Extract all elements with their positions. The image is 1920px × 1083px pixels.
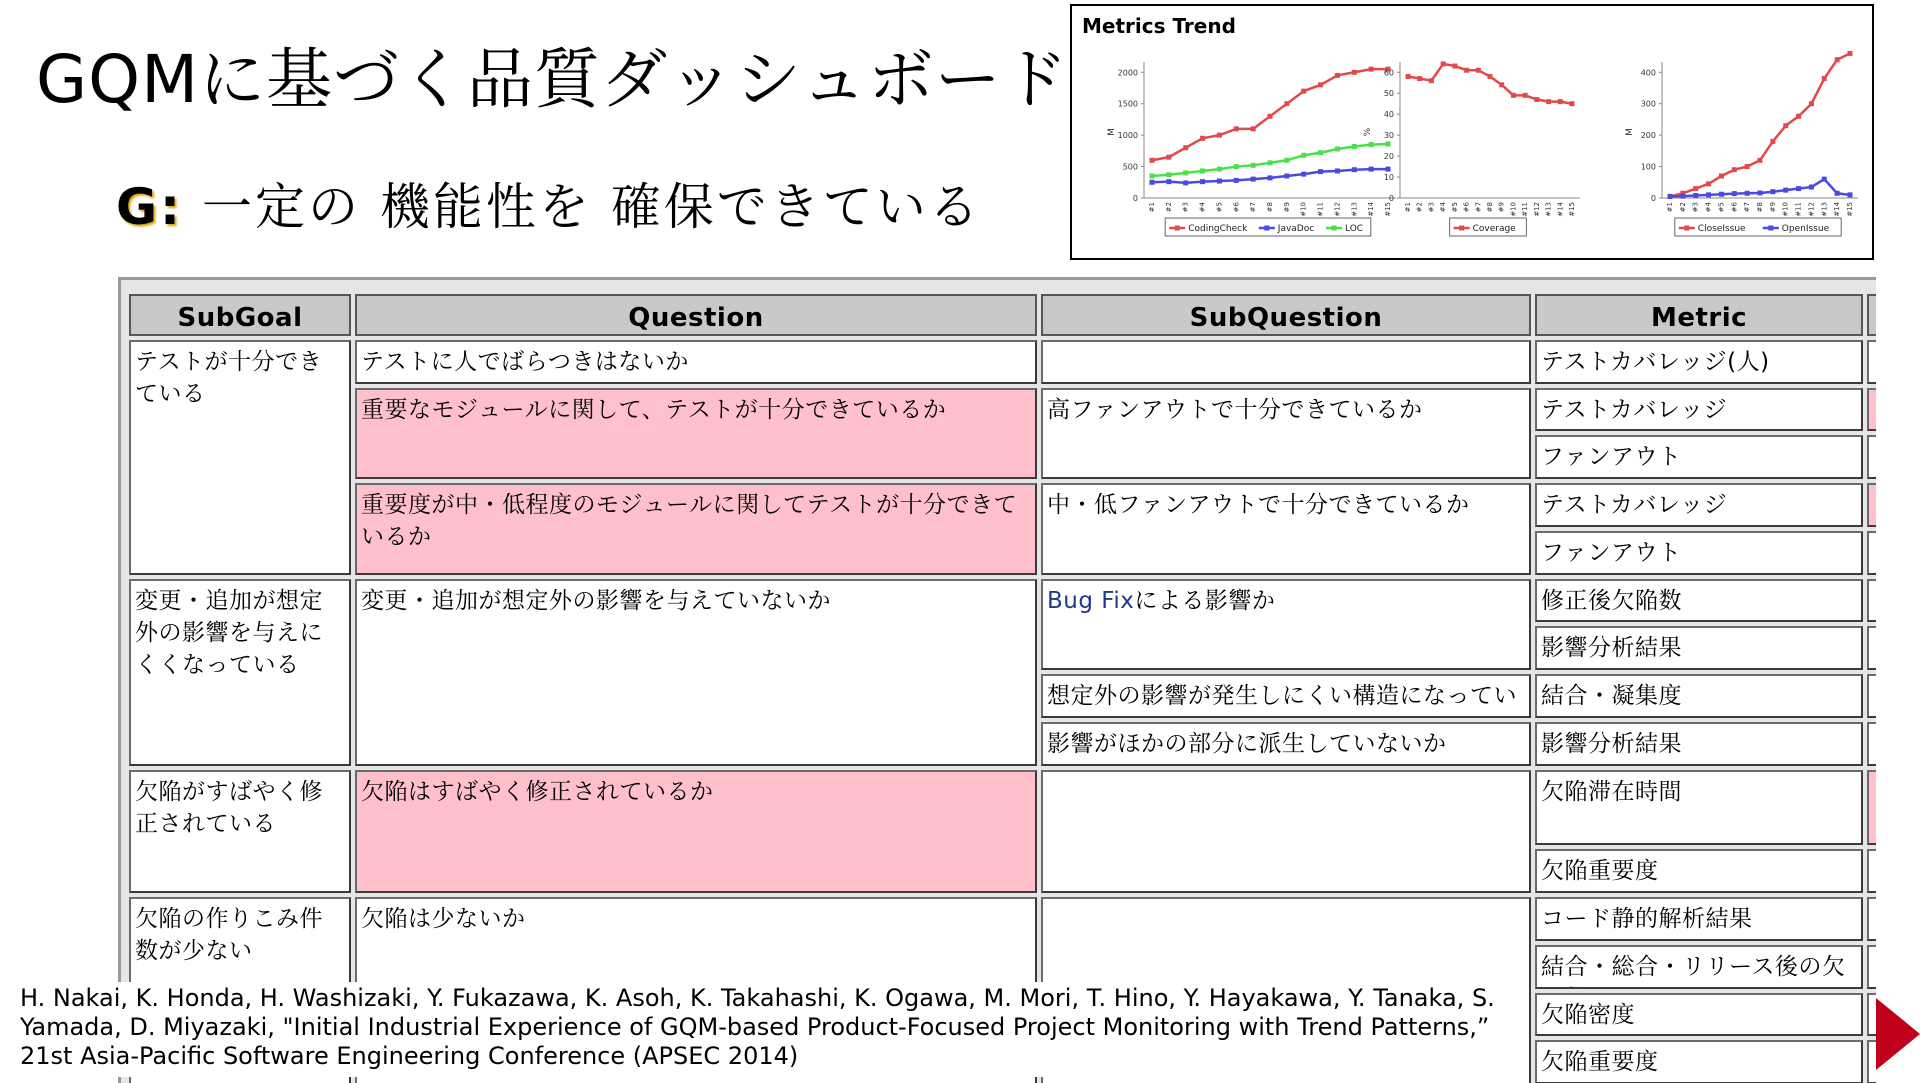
data-point-CodingCheck — [1284, 101, 1289, 106]
y-tick-label: 1000 — [1117, 131, 1138, 141]
series-line-Coverage — [1408, 64, 1572, 104]
data-point-OpenIssue — [1783, 188, 1788, 193]
metric-cell: 欠陥重要度 — [1535, 849, 1863, 893]
legend-marker — [1768, 226, 1773, 231]
x-tick-label: #5 — [1717, 202, 1726, 213]
header-extra — [1867, 294, 1876, 336]
legend-marker — [1684, 226, 1689, 231]
data-point-JavaDoc — [1386, 167, 1391, 172]
data-point-Coverage — [1511, 93, 1516, 98]
data-point-CodingCheck — [1335, 73, 1340, 78]
data-point-OpenIssue — [1706, 192, 1711, 197]
x-tick-label: #11 — [1521, 202, 1530, 217]
y-axis-label: M — [1625, 128, 1635, 136]
data-point-JavaDoc — [1200, 179, 1205, 184]
data-point-JavaDoc — [1369, 167, 1374, 172]
data-point-CodingCheck — [1217, 133, 1222, 138]
x-tick-label: #9 — [1497, 202, 1506, 213]
y-tick-label: 500 — [1122, 162, 1138, 172]
data-point-CloseIssue — [1758, 158, 1763, 163]
y-tick-label: 300 — [1640, 99, 1656, 109]
metric-cell: 修正後欠陥数 — [1535, 579, 1863, 622]
goal-prefix: G: — [116, 178, 184, 236]
extra-cell — [1867, 674, 1876, 718]
gqm-table — [118, 277, 1876, 1083]
x-tick-label: #7 — [1249, 202, 1258, 213]
extra-cell — [1867, 483, 1876, 527]
metrics-trend-charts — [1072, 6, 1872, 258]
data-point-LOC — [1217, 167, 1222, 172]
data-point-JavaDoc — [1234, 178, 1239, 183]
x-tick-label: #2 — [1164, 202, 1173, 213]
x-tick-label: #6 — [1730, 202, 1739, 213]
data-point-JavaDoc — [1183, 180, 1188, 185]
data-point-CloseIssue — [1796, 114, 1801, 119]
data-point-LOC — [1183, 170, 1188, 175]
y-tick-label: 0 — [1650, 194, 1656, 203]
data-point-OpenIssue — [1719, 192, 1724, 197]
data-point-OpenIssue — [1770, 189, 1775, 194]
x-tick-label: #11 — [1316, 201, 1325, 217]
subquestion-cell: 影響がほかの部分に派生していないか — [1041, 722, 1531, 766]
subquestion-cell: 高ファンアウトで十分できているか — [1041, 388, 1531, 479]
x-tick-label: #5 — [1450, 202, 1459, 213]
data-point-CodingCheck — [1234, 126, 1239, 131]
extra-cell — [1867, 435, 1876, 479]
legend-label: CloseIssue — [1697, 224, 1746, 234]
data-point-Coverage — [1476, 68, 1481, 73]
x-tick-label: #10 — [1299, 202, 1308, 217]
data-point-Coverage — [1464, 68, 1469, 73]
data-point-Coverage — [1441, 61, 1446, 66]
y-tick-label: 0 — [1388, 194, 1394, 203]
metric-cell: 欠陥滞在時間 — [1535, 770, 1863, 845]
subgoal-cell: 変更・追加が想定外の影響を与えにくくなっている — [129, 579, 351, 766]
question-cell: 重要なモジュールに関して、テストが十分できているか — [355, 388, 1037, 479]
x-tick-label: #8 — [1266, 202, 1274, 213]
y-tick-label: 2000 — [1117, 68, 1138, 78]
header-subquestion: SubQuestion — [1041, 294, 1531, 336]
data-point-OpenIssue — [1732, 191, 1737, 196]
data-point-OpenIssue — [1680, 194, 1685, 199]
y-tick-label: 1500 — [1117, 99, 1138, 109]
data-point-JavaDoc — [1251, 177, 1256, 182]
data-point-CloseIssue — [1783, 123, 1788, 128]
x-tick-label: #15 — [1846, 202, 1854, 217]
goal-heading — [116, 172, 982, 242]
data-point-OpenIssue — [1822, 177, 1827, 182]
extra-cell — [1867, 531, 1876, 575]
data-point-CloseIssue — [1693, 186, 1698, 191]
legend-label: JavaDoc — [1277, 224, 1315, 234]
x-tick-label: #15 — [1568, 202, 1576, 217]
legend-label: LOC — [1345, 224, 1364, 234]
subgoal-cell: 欠陥がすばやく修正されている — [129, 770, 351, 893]
y-tick-label: 50 — [1383, 89, 1394, 99]
data-point-Coverage — [1499, 82, 1504, 87]
data-point-CodingCheck — [1352, 70, 1357, 75]
extra-cell — [1867, 340, 1876, 384]
citation: H. Nakai, K. Honda, H. Washizaki, Y. Fukazawa, K. Asoh, K. Takahashi, K. Ogawa, M. Mori, T. Hino, Y. Hayakawa, Y. Tanaka, S. Yamada, D. Miyazaki, "Initial Industrial Experience of GQM-based Product-Focused Project Monitoring with Trend Patterns,” 21st Asia-Pacific Software Engineering Conference (APSEC 2014) — [18, 982, 1526, 1077]
y-tick-label: 200 — [1640, 131, 1656, 141]
data-point-OpenIssue — [1668, 194, 1673, 199]
data-point-CloseIssue — [1719, 174, 1724, 179]
header-metric: Metric — [1535, 294, 1863, 336]
x-tick-label: #13 — [1544, 202, 1553, 217]
x-tick-label: #14 — [1833, 202, 1842, 217]
data-point-OpenIssue — [1758, 190, 1763, 195]
y-axis-label: % — [1363, 127, 1373, 137]
question-cell: テストに人でばらつきはないか — [355, 340, 1037, 384]
data-point-LOC — [1352, 144, 1357, 149]
metric-cell: テストカバレッジ — [1535, 388, 1863, 431]
metric-cell: 欠陥重要度 — [1535, 1040, 1863, 1083]
metric-cell: ファンアウト — [1535, 531, 1863, 575]
x-tick-label: #12 — [1807, 202, 1816, 217]
y-tick-label: 400 — [1640, 68, 1656, 78]
subgoal-cell: 欠陥の作りこみ件数が少ない — [129, 897, 351, 1083]
question-cell: 変更・追加が想定外の影響を与えていないか — [355, 579, 1037, 766]
x-tick-label: #8 — [1486, 202, 1494, 213]
extra-cell — [1867, 993, 1876, 1036]
legend-label: CodingCheck — [1188, 224, 1248, 234]
x-tick-label: #10 — [1509, 202, 1518, 217]
x-tick-label: #7 — [1474, 202, 1483, 213]
data-point-OpenIssue — [1848, 192, 1853, 197]
metric-cell: テストカバレッジ(人) — [1535, 340, 1863, 384]
data-point-JavaDoc — [1268, 175, 1273, 180]
legend-marker — [1264, 226, 1269, 231]
data-point-CloseIssue — [1770, 139, 1775, 144]
extra-cell — [1867, 388, 1876, 431]
x-tick-label: #4 — [1198, 202, 1207, 213]
x-tick-label: #2 — [1415, 202, 1424, 213]
x-tick-label: #3 — [1691, 202, 1700, 213]
header-subgoal: SubGoal — [129, 294, 351, 336]
extra-cell — [1867, 897, 1876, 941]
data-point-JavaDoc — [1166, 179, 1171, 184]
data-point-LOC — [1335, 146, 1340, 151]
data-point-LOC — [1301, 153, 1306, 158]
data-point-JavaDoc — [1352, 167, 1357, 172]
subgoal-cell: テストが十分できている — [129, 340, 351, 575]
x-tick-label: #5 — [1215, 202, 1224, 213]
metrics-trend-title: Metrics Trend — [1082, 14, 1236, 38]
x-tick-label: #12 — [1333, 202, 1342, 217]
x-tick-label: #3 — [1181, 202, 1190, 213]
data-point-CodingCheck — [1183, 145, 1188, 150]
x-tick-label: #13 — [1820, 202, 1829, 217]
metric-cell: 結合・総合・リリース後の欠 — [1535, 945, 1863, 989]
data-point-CloseIssue — [1822, 76, 1827, 81]
x-tick-label: #13 — [1350, 202, 1359, 217]
x-tick-label: #1 — [1148, 202, 1156, 213]
data-point-CloseIssue — [1745, 164, 1750, 169]
legend-marker — [1332, 226, 1337, 231]
x-tick-label: #4 — [1704, 202, 1713, 213]
data-point-LOC — [1268, 160, 1273, 165]
y-tick-label: 0 — [1132, 194, 1138, 203]
slide-title: GQMに基づく品質ダッシュボード — [36, 41, 1069, 118]
data-point-JavaDoc — [1217, 179, 1222, 184]
data-point-OpenIssue — [1809, 185, 1814, 190]
data-point-Coverage — [1406, 74, 1411, 79]
subquestion-cell — [1041, 340, 1531, 384]
next-slide-arrow-icon[interactable] — [1876, 998, 1920, 1070]
extra-cell — [1867, 849, 1876, 893]
x-tick-label: #7 — [1743, 202, 1752, 213]
extra-cell — [1867, 626, 1876, 670]
data-point-CodingCheck — [1251, 126, 1256, 131]
data-point-CloseIssue — [1732, 167, 1737, 172]
data-point-Coverage — [1558, 99, 1563, 104]
data-point-OpenIssue — [1835, 191, 1840, 196]
subquestion-cell: 想定外の影響が発生しにくい構造になってい — [1041, 674, 1531, 718]
data-point-LOC — [1318, 150, 1323, 155]
y-tick-label: 40 — [1383, 110, 1394, 120]
legend-label: Coverage — [1472, 224, 1516, 234]
x-tick-label: #6 — [1462, 202, 1471, 213]
data-point-JavaDoc — [1335, 168, 1340, 173]
data-point-JavaDoc — [1318, 169, 1323, 174]
data-point-JavaDoc — [1284, 174, 1289, 179]
data-point-LOC — [1150, 174, 1155, 179]
y-axis-label: M — [1107, 128, 1117, 136]
data-point-CodingCheck — [1369, 67, 1374, 72]
question-cell: 欠陥はすばやく修正されているか — [355, 770, 1037, 893]
x-tick-label: #3 — [1427, 202, 1436, 213]
data-point-CodingCheck — [1166, 155, 1171, 160]
series-line-CloseIssue — [1670, 53, 1850, 196]
data-point-CodingCheck — [1268, 114, 1273, 119]
data-point-CloseIssue — [1706, 181, 1711, 186]
extra-cell — [1867, 579, 1876, 622]
data-point-Coverage — [1429, 78, 1434, 83]
data-point-OpenIssue — [1796, 186, 1801, 191]
data-point-Coverage — [1546, 99, 1551, 104]
x-tick-label: #9 — [1768, 202, 1777, 213]
data-point-JavaDoc — [1150, 180, 1155, 185]
metric-cell: テストカバレッジ — [1535, 483, 1863, 527]
x-tick-label: #10 — [1781, 202, 1790, 217]
x-tick-label: #9 — [1282, 202, 1291, 213]
x-tick-label: #12 — [1532, 202, 1541, 217]
metric-cell: コード静的解析結果 — [1535, 897, 1863, 941]
data-point-CodingCheck — [1150, 158, 1155, 163]
data-point-LOC — [1234, 164, 1239, 169]
data-point-Coverage — [1417, 76, 1422, 81]
metric-cell: 欠陥密度 — [1535, 993, 1863, 1036]
y-tick-label: 100 — [1640, 162, 1656, 172]
extra-cell — [1867, 945, 1876, 989]
data-point-CloseIssue — [1809, 101, 1814, 106]
data-point-Coverage — [1488, 74, 1493, 79]
data-point-LOC — [1200, 168, 1205, 173]
x-tick-label: #15 — [1384, 202, 1392, 217]
subquestion-cell — [1041, 579, 1531, 670]
x-tick-label: #2 — [1678, 202, 1687, 213]
x-tick-label: #8 — [1756, 202, 1764, 213]
extra-cell — [1867, 1040, 1876, 1083]
data-point-Coverage — [1523, 93, 1528, 98]
subquestion-rest: による影響か — [1134, 588, 1276, 614]
bug-fix-text: Bug Fix — [1047, 588, 1135, 614]
goal-text: 一定の 機能性を 確保できている — [201, 178, 982, 236]
x-tick-label: #11 — [1794, 202, 1803, 217]
extra-cell — [1867, 722, 1876, 766]
metric-cell: 影響分析結果 — [1535, 626, 1863, 670]
x-tick-label: #1 — [1666, 202, 1674, 213]
header-question: Question — [355, 294, 1037, 336]
data-point-CodingCheck — [1200, 136, 1205, 141]
data-point-Coverage — [1452, 64, 1457, 69]
data-point-CodingCheck — [1301, 89, 1306, 94]
x-tick-label: #14 — [1556, 202, 1565, 217]
metric-cell: 結合・凝集度 — [1535, 674, 1863, 718]
data-point-CodingCheck — [1318, 82, 1323, 87]
data-point-CloseIssue — [1835, 57, 1840, 62]
data-point-CloseIssue — [1848, 51, 1853, 56]
extra-cell — [1867, 770, 1876, 845]
x-tick-label: #6 — [1232, 202, 1241, 213]
data-point-Coverage — [1570, 101, 1575, 106]
data-point-LOC — [1251, 163, 1256, 168]
data-point-OpenIssue — [1745, 191, 1750, 196]
question-cell: 重要度が中・低程度のモジュールに関してテストが十分できているか — [355, 483, 1037, 575]
metric-cell: ファンアウト — [1535, 435, 1863, 479]
metric-cell: 影響分析結果 — [1535, 722, 1863, 766]
metrics-trend-panel — [1070, 4, 1874, 260]
data-point-LOC — [1369, 142, 1374, 147]
subquestion-cell: 中・低ファンアウトで十分できているか — [1041, 483, 1531, 575]
legend-label: OpenIssue — [1781, 224, 1830, 234]
legend-marker — [1175, 226, 1180, 231]
data-point-OpenIssue — [1693, 193, 1698, 198]
y-tick-label: 20 — [1383, 152, 1394, 162]
data-point-LOC — [1166, 172, 1171, 177]
y-tick-label: 60 — [1383, 68, 1394, 78]
x-tick-label: #4 — [1439, 202, 1448, 213]
data-point-LOC — [1386, 141, 1391, 146]
data-point-JavaDoc — [1301, 172, 1306, 177]
y-tick-label: 10 — [1383, 173, 1394, 183]
subquestion-cell — [1041, 770, 1531, 893]
data-point-Coverage — [1534, 97, 1539, 102]
x-tick-label: #1 — [1404, 202, 1412, 213]
x-tick-label: #14 — [1367, 202, 1376, 217]
question-cell: 欠陥は少ないか — [355, 897, 1037, 1083]
data-point-LOC — [1284, 158, 1289, 163]
legend-marker — [1459, 226, 1464, 231]
y-tick-label: 30 — [1383, 131, 1394, 141]
